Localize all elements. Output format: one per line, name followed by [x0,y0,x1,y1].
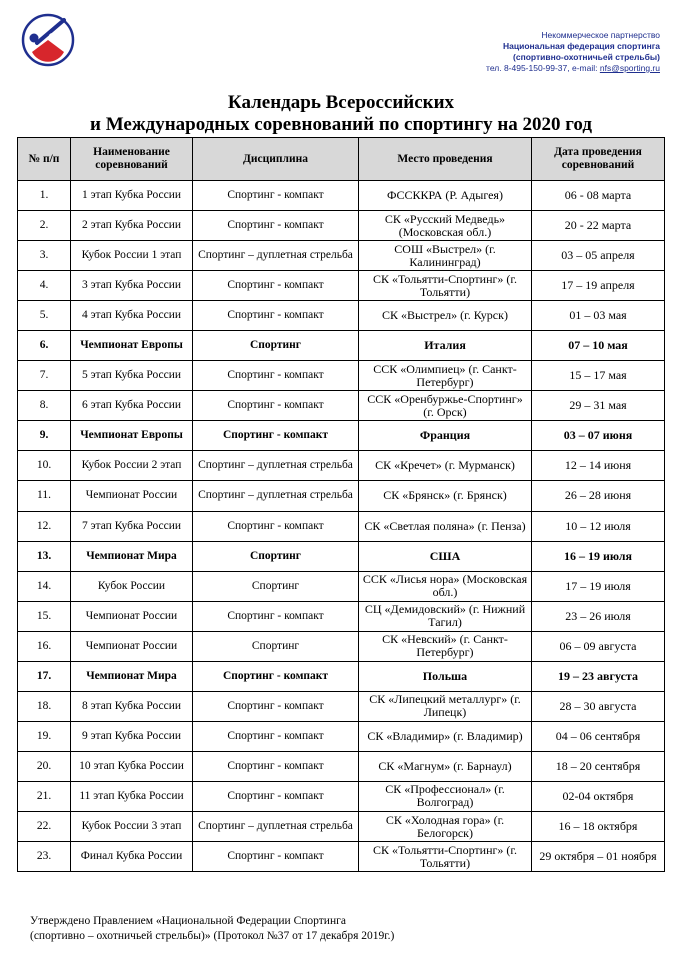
venue: СК «Холодная гора» (г. Белогорск) [359,811,532,841]
org-email-link[interactable]: nfs@sporting.ru [599,63,660,73]
discipline: Спортинг - компакт [193,421,359,451]
competition-name: 4 этап Кубка России [71,301,193,331]
row-number: 6. [18,331,71,361]
table-row [18,661,665,691]
venue: СК «Брянск» (г. Брянск) [359,481,532,511]
competition-name: 3 этап Кубка России [71,271,193,301]
header-discipline: Дисциплина [193,138,359,181]
discipline: Спортинг – дуплетная стрельба [193,811,359,841]
row-number: 14. [18,571,71,601]
competition-name: Чемпионат России [71,481,193,511]
competition-name: 6 этап Кубка России [71,391,193,421]
event-date: 06 – 09 августа [532,631,665,661]
table-row [18,721,665,751]
row-number: 9. [18,421,71,451]
approval-note [30,914,394,944]
venue: Польша [359,661,532,691]
header-name: Наименование соревнований [71,138,193,181]
competition-name: Кубок России [71,571,193,601]
discipline: Спортинг – дуплетная стрельба [193,241,359,271]
row-number: 20. [18,751,71,781]
event-date: 28 – 30 августа [532,691,665,721]
event-date: 03 – 05 апреля [532,241,665,271]
approval-line-2: (спортивно – охотничьей стрельбы)» (Протокол №37 от 17 декабря 2019г.) [30,930,395,942]
competition-name: 5 этап Кубка России [71,361,193,391]
venue: СЦ «Демидовский» (г. Нижний Тагил) [359,601,532,631]
row-number: 1. [18,181,71,211]
event-date: 10 – 12 июля [532,511,665,541]
event-date: 17 – 19 апреля [532,271,665,301]
venue: США [359,541,532,571]
discipline: Спортинг - компакт [193,721,359,751]
table-row [18,181,665,211]
table-row [18,361,665,391]
competition-name: 2 этап Кубка России [71,211,193,241]
table-header-row [18,138,665,181]
table-row [18,301,665,331]
venue: Франция [359,421,532,451]
venue: СК «Липецкий металлург» (г. Липецк) [359,691,532,721]
organization-header [486,30,660,74]
row-number: 17. [18,661,71,691]
row-number: 7. [18,361,71,391]
event-date: 04 – 06 сентября [532,721,665,751]
discipline: Спортинг - компакт [193,691,359,721]
event-date: 26 – 28 июня [532,481,665,511]
competition-name: Чемпионат России [71,631,193,661]
approval-line-1: Утверждено Правлением «Национальной Федерации Спортинга [30,915,346,927]
table-row [18,842,665,872]
header-date: Дата проведения соревнований [532,138,665,181]
discipline: Спортинг [193,541,359,571]
event-date: 06 - 08 марта [532,181,665,211]
table-row [18,691,665,721]
competition-name: Кубок России 1 этап [71,241,193,271]
competition-name: Чемпионат России [71,601,193,631]
event-date: 07 – 10 мая [532,331,665,361]
event-date: 15 – 17 мая [532,361,665,391]
row-number: 18. [18,691,71,721]
row-number: 19. [18,721,71,751]
org-subtitle: (спортивно-охотничьей стрельбы) [513,52,660,62]
org-contacts [486,63,660,74]
discipline: Спортинг [193,331,359,361]
discipline: Спортинг - компакт [193,211,359,241]
org-type: Некоммерческое партнерство [541,30,660,40]
discipline: Спортинг [193,571,359,601]
row-number: 8. [18,391,71,421]
event-date: 01 – 03 мая [532,301,665,331]
venue: СК «Кречет» (г. Мурманск) [359,451,532,481]
row-number: 15. [18,601,71,631]
row-number: 22. [18,811,71,841]
row-number: 13. [18,541,71,571]
event-date: 29 – 31 мая [532,391,665,421]
discipline: Спортинг - компакт [193,511,359,541]
venue: ССК «Оренбуржье-Спортинг» (г. Орск) [359,391,532,421]
table-row [18,451,665,481]
discipline: Спортинг - компакт [193,271,359,301]
discipline: Спортинг - компакт [193,781,359,811]
table-row [18,271,665,301]
discipline: Спортинг [193,631,359,661]
venue: ФССККРА (Р. Адыгея) [359,181,532,211]
event-date: 16 – 19 июля [532,541,665,571]
row-number: 10. [18,451,71,481]
competition-name: Чемпионат Мира [71,661,193,691]
table-row [18,571,665,601]
event-date: 16 – 18 октября [532,811,665,841]
title-line-1: Календарь Всероссийских [227,92,455,113]
competition-name: 8 этап Кубка России [71,691,193,721]
header-place: Место проведения [359,138,532,181]
venue: СК «Магнум» (г. Барнаул) [359,751,532,781]
table-row [18,631,665,661]
discipline: Спортинг - компакт [193,361,359,391]
venue: ССК «Лисья нора» (Московская обл.) [359,571,532,601]
competition-name: 7 этап Кубка России [71,511,193,541]
header-number: № п/п [18,138,71,181]
event-date: 29 октября – 01 ноября [532,842,665,872]
venue: СК «Светлая поляна» (г. Пенза) [359,511,532,541]
row-number: 16. [18,631,71,661]
title-line-2: и Международных соревнований по спортингу на 2020 год [90,114,592,135]
table-row [18,781,665,811]
table-row [18,511,665,541]
table-row [18,391,665,421]
discipline: Спортинг - компакт [193,842,359,872]
row-number: 5. [18,301,71,331]
venue: СОШ «Выстрел» (г. Калининград) [359,241,532,271]
competition-name: 1 этап Кубка России [71,181,193,211]
discipline: Спортинг - компакт [193,661,359,691]
venue: ССК «Олимпиец» (г. Санкт-Петербург) [359,361,532,391]
venue: СК «Владимир» (г. Владимир) [359,721,532,751]
table-row [18,751,665,781]
venue: СК «Профессионал» (г. Волгоград) [359,781,532,811]
event-date: 18 – 20 сентября [532,751,665,781]
event-date: 19 – 23 августа [532,661,665,691]
competition-name: Чемпионат Европы [71,421,193,451]
table-row [18,241,665,271]
competition-name: 11 этап Кубка России [71,781,193,811]
event-date: 12 – 14 июня [532,451,665,481]
org-name: Национальная федерация спортинга [503,41,660,51]
row-number: 2. [18,211,71,241]
table-row [18,601,665,631]
row-number: 21. [18,781,71,811]
event-date: 17 – 19 июля [532,571,665,601]
table-row [18,331,665,361]
venue: СК «Невский» (г. Санкт-Петербург) [359,631,532,661]
venue: СК «Тольятти-Спортинг» (г. Тольятти) [359,842,532,872]
competition-name: Кубок России 2 этап [71,451,193,481]
competition-name: 10 этап Кубка России [71,751,193,781]
discipline: Спортинг - компакт [193,601,359,631]
discipline: Спортинг - компакт [193,301,359,331]
table-row [18,481,665,511]
discipline: Спортинг – дуплетная стрельба [193,451,359,481]
table-row [18,541,665,571]
row-number: 3. [18,241,71,271]
competition-name: Кубок России 3 этап [71,811,193,841]
competition-name: 9 этап Кубка России [71,721,193,751]
row-number: 11. [18,481,71,511]
table-row [18,421,665,451]
event-date: 20 - 22 марта [532,211,665,241]
page-title [0,92,682,136]
event-date: 03 – 07 июня [532,421,665,451]
competition-name: Финал Кубка России [71,842,193,872]
table-body [18,181,665,872]
discipline: Спортинг - компакт [193,181,359,211]
event-date: 02-04 октября [532,781,665,811]
venue: СК «Выстрел» (г. Курск) [359,301,532,331]
table-row [18,211,665,241]
row-number: 4. [18,271,71,301]
org-phone: тел. 8-495-150-99-37, e-mail: [486,63,600,73]
venue: СК «Тольятти-Спортинг» (г. Тольятти) [359,271,532,301]
table-row [18,811,665,841]
discipline: Спортинг - компакт [193,751,359,781]
discipline: Спортинг – дуплетная стрельба [193,481,359,511]
venue: Италия [359,331,532,361]
competition-name: Чемпионат Мира [71,541,193,571]
venue: СК «Русский Медведь» (Московская обл.) [359,211,532,241]
federation-logo-icon [20,12,76,68]
competition-name: Чемпионат Европы [71,331,193,361]
row-number: 12. [18,511,71,541]
discipline: Спортинг - компакт [193,391,359,421]
competition-calendar-table [17,137,665,872]
row-number: 23. [18,842,71,872]
event-date: 23 – 26 июля [532,601,665,631]
